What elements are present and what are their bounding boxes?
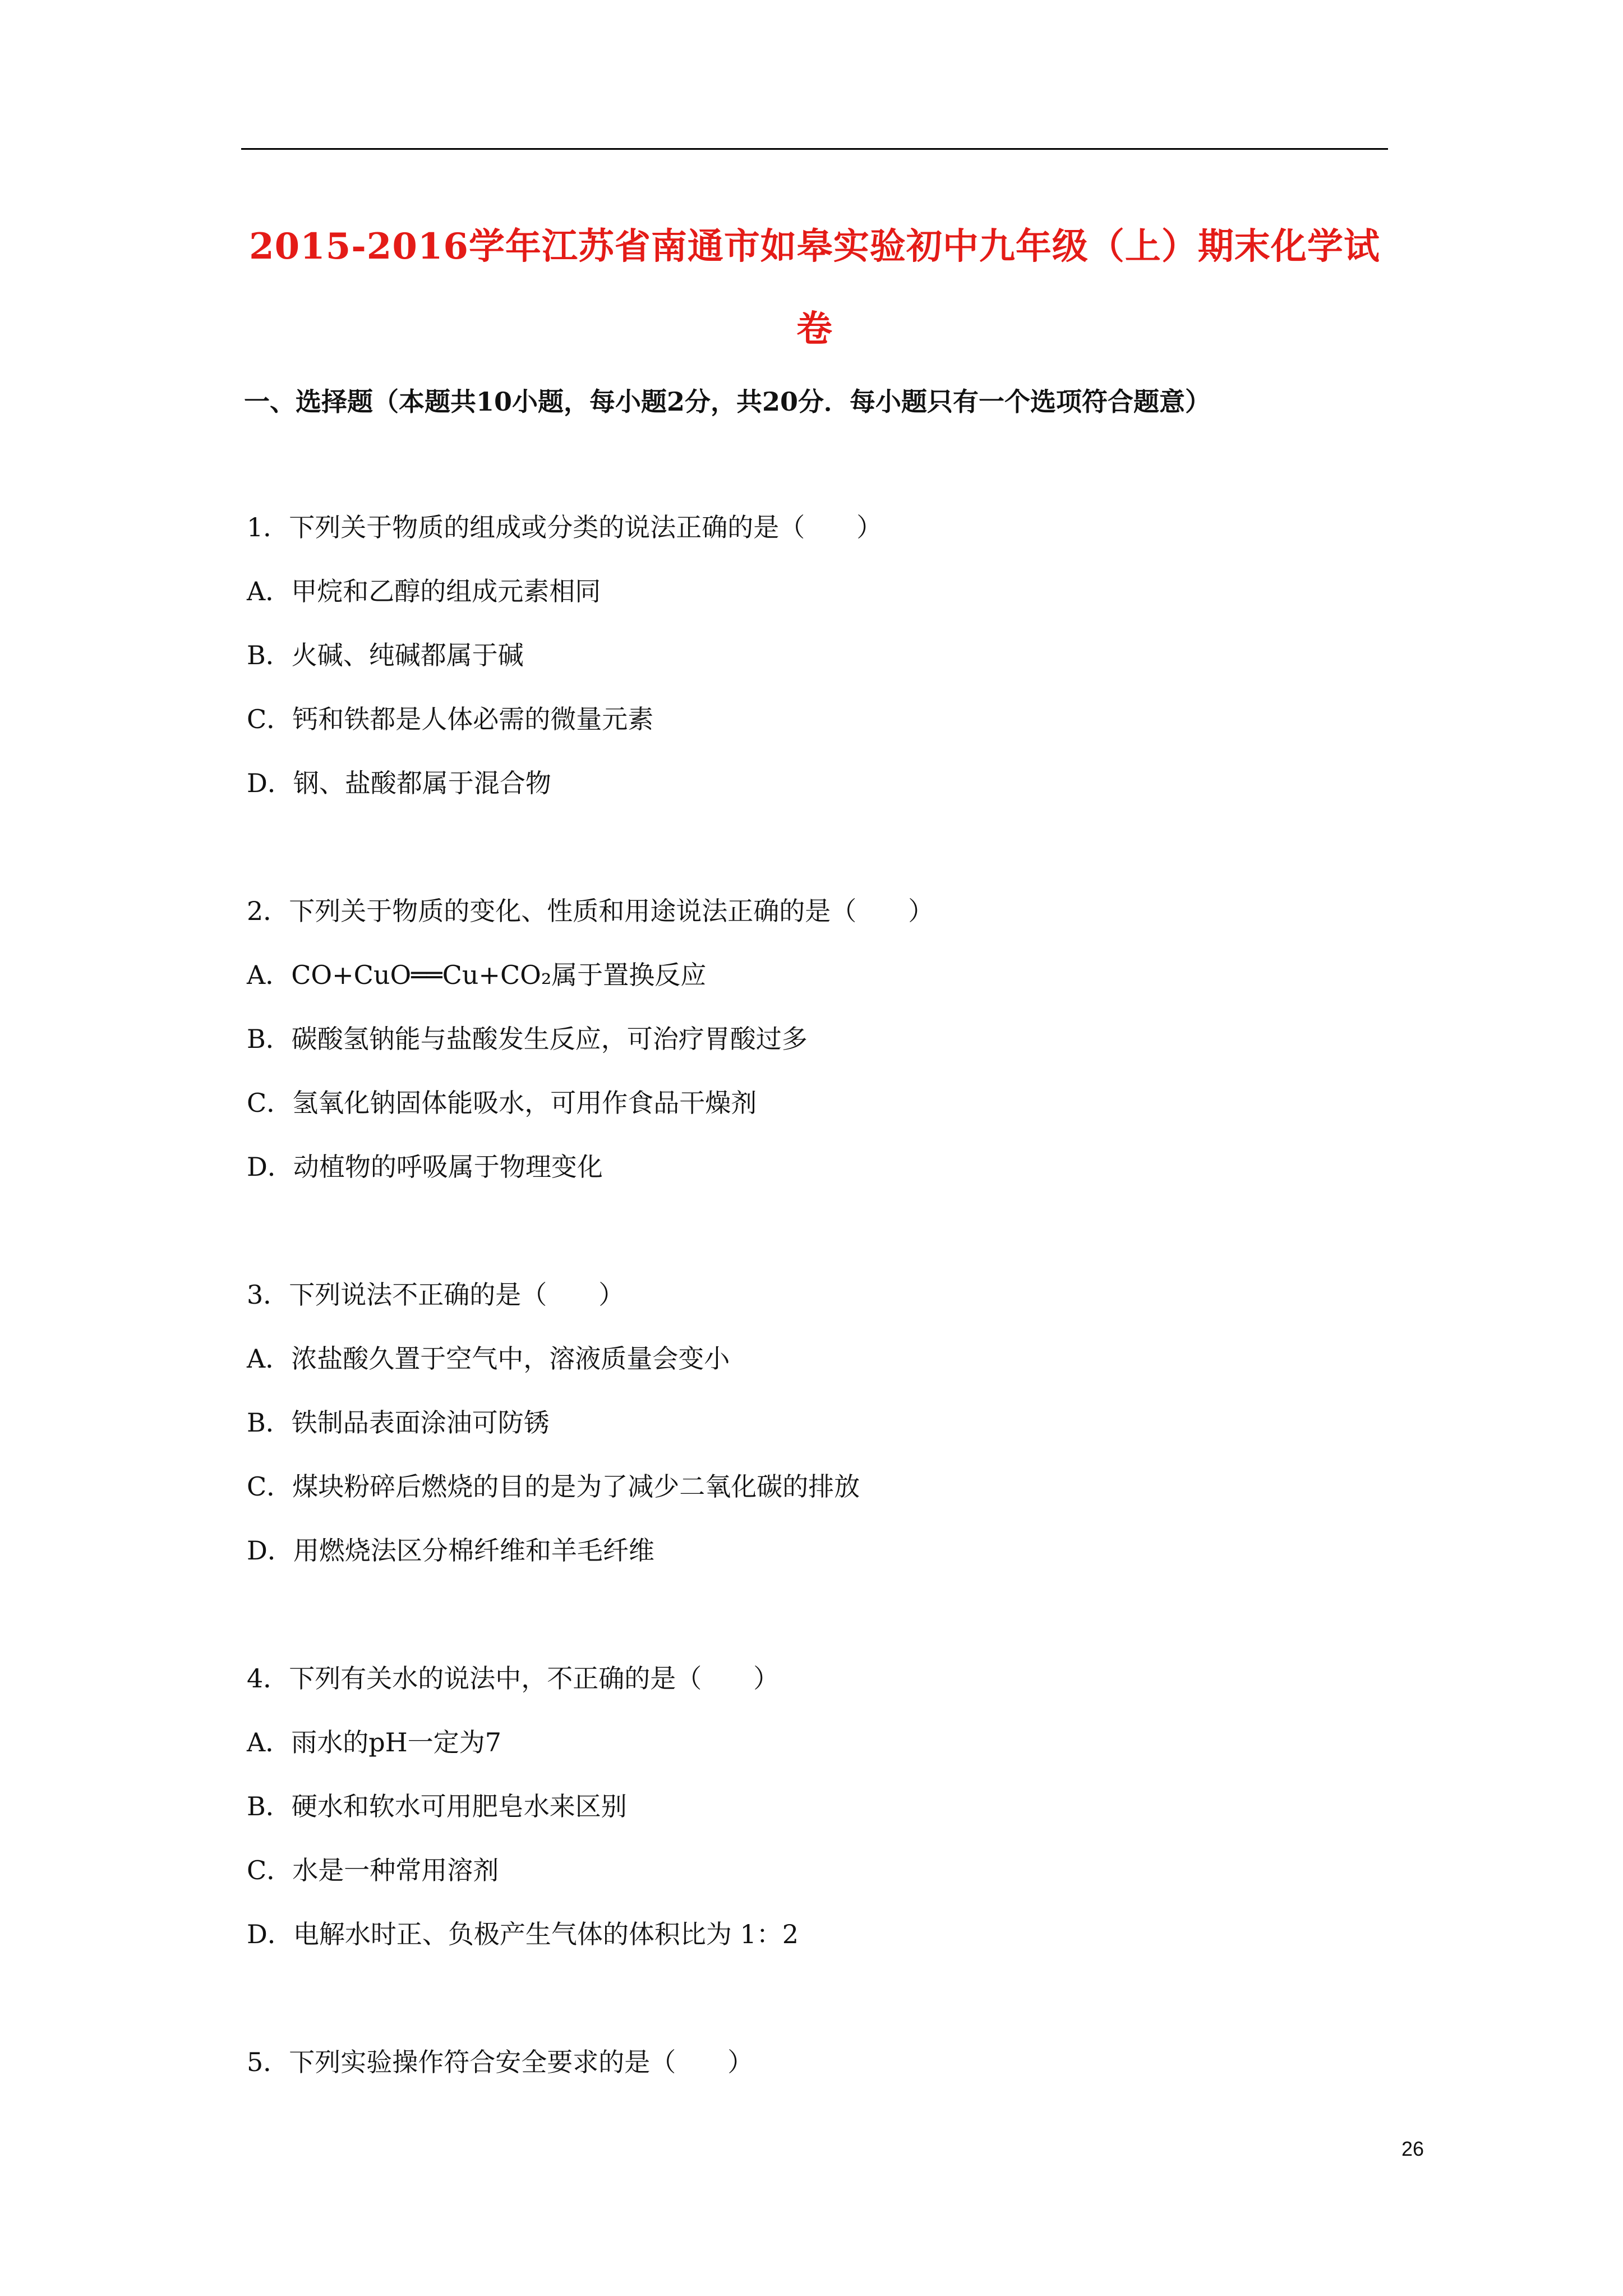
page-title-line-1: 2015-2016学年江苏省南通市如皋实验初中九年级（上）期末化学试 xyxy=(249,226,1380,268)
question-4-option-b: B．硬水和软水可用肥皂水来区别 xyxy=(247,1791,627,1821)
question-4-stem: 4．下列有关水的说法中，不正确的是（ ） xyxy=(247,1663,780,1694)
question-4-option-d: D．电解水时正、负极产生气体的体积比为 1：2 xyxy=(247,1919,799,1949)
question-2-stem: 2．下列关于物质的变化、性质和用途说法正确的是（ ） xyxy=(247,896,934,926)
question-3-option-c: C．煤块粉碎后燃烧的目的是为了减少二氧化碳的排放 xyxy=(247,1471,860,1502)
question-1-stem: 1．下列关于物质的组成或分类的说法正确的是（ ） xyxy=(247,512,883,542)
question-4-option-a: A．雨水的pH一定为7 xyxy=(247,1727,502,1757)
question-1-option-c: C．钙和铁都是人体必需的微量元素 xyxy=(247,704,654,734)
question-2-option-c: C．氢氧化钠固体能吸水，可用作食品干燥剂 xyxy=(247,1088,757,1118)
page-title-line-2: 卷 xyxy=(796,308,833,350)
question-3-stem: 3．下列说法不正确的是（ ） xyxy=(247,1280,625,1310)
question-2-option-a: A．CO+CuO══Cu+CO₂属于置换反应 xyxy=(247,960,707,990)
question-1-option-b: B．火碱、纯碱都属于碱 xyxy=(247,640,524,670)
question-1-option-d: D．钢、盐酸都属于混合物 xyxy=(247,768,551,798)
page-number: 26 xyxy=(1401,2137,1424,2160)
question-4-option-c: C．水是一种常用溶剂 xyxy=(247,1855,499,1885)
question-3-option-d: D．用燃烧法区分棉纤维和羊毛纤维 xyxy=(247,1535,654,1566)
question-2-option-d: D．动植物的呼吸属于物理变化 xyxy=(247,1152,603,1182)
question-3-option-a: A．浓盐酸久置于空气中，溶液质量会变小 xyxy=(247,1343,730,1374)
question-5-stem: 5．下列实验操作符合安全要求的是（ ） xyxy=(247,2047,754,2077)
section-heading: 一、选择题（本题共10小题，每小题2分，共20分．每小题只有一个选项符合题意） xyxy=(244,386,1211,417)
question-2-option-b: B．碳酸氢钠能与盐酸发生反应，可治疗胃酸过多 xyxy=(247,1024,808,1054)
header-rule xyxy=(241,148,1388,150)
question-3-option-b: B．铁制品表面涂油可防锈 xyxy=(247,1407,550,1438)
question-1-option-a: A．甲烷和乙醇的组成元素相同 xyxy=(247,576,601,606)
